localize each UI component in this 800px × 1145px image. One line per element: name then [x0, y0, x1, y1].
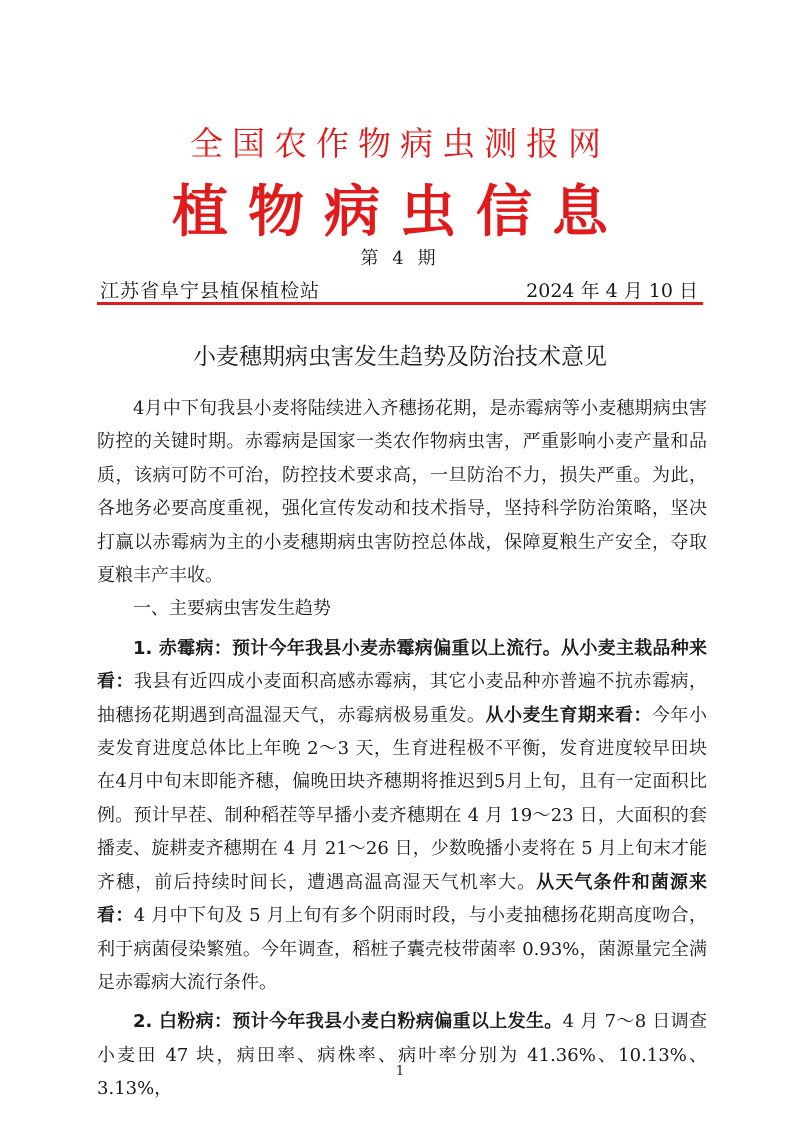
item-mildew-lead: 2. 白粉病：预计今年我县小麦白粉病偏重以上发生。: [133, 1011, 563, 1033]
item-scab-lead: 1. 赤霉病：预计今年我县小麦赤霉病偏重以上流行。从小麦主栽品种来看：: [97, 637, 707, 693]
red-header-rule: [97, 302, 703, 305]
issue-date: 2024 年 4 月 10 日: [526, 280, 698, 302]
publication-title: 植物病虫信息: [172, 180, 628, 245]
item-mildew-text: 4 月 7～8 日调查小麦田 47 块，病田率、病株率、病叶率分别为 41.36%、10.13%、3.13%，: [97, 1011, 707, 1100]
issuing-station: 江苏省阜宁县植保植检站: [100, 280, 321, 302]
section-heading: 一、主要病虫害发生趋势: [133, 598, 331, 620]
item-scab-variety-text: 我县有近四成小麦面积高感赤霉病，其它小麦品种亦普遍不抗赤霉病，抽穗扬花期遇到高温湿天气，赤霉病极易重发。: [97, 671, 707, 726]
document-title: 小麦穗期病虫害发生趋势及防治技术意见: [193, 344, 607, 370]
issuing-network: 全国农作物病虫测报网: [190, 124, 610, 163]
item-mildew-paragraph: [97, 1005, 707, 1105]
page-number: 1: [395, 1064, 405, 1079]
item-scab-weather-text: 4 月中下旬及 5 月上旬有多个阴雨时段，与小麦抽穗扬花期高度吻合，利于病菌侵染繁殖。今年调查，稻桩子囊壳枝带菌率 0.93%，菌源量完全满足赤霉病大流行条件。: [97, 905, 707, 993]
item-scab-growth-text: 今年小麦发育进度总体比上年晚 2～3 天，生育进程极不平衡，发育进度较早田块在4月中旬末即能齐穗，偏晚田块齐穗期将推迟到5月上旬，且有一定面积比例。预计早茬、制种稻茬等早播小麦齐穗期在 4 月 19～23 日，大面积的套播麦、旋耕麦齐穗期在 4 月 21～26 日，少数晚播小麦将在 5 月上旬末才能齐穗，前后持续时间长，遭遇高温高湿天气机率大。: [97, 704, 707, 893]
document-body: [97, 392, 707, 1106]
item-scab-weather-lead: 从天气条件和菌源来看：: [97, 871, 708, 927]
item-scab-growth-lead: 从小麦生育期来看：: [485, 704, 652, 726]
issue-number: 第 4 期: [360, 248, 440, 269]
item-scab-paragraph: [97, 632, 707, 999]
intro-paragraph: 4月中下旬我县小麦将陆续进入齐穗扬花期，是赤霉病等小麦穗期病虫害防控的关键时期。赤霉病是国家一类农作物病虫害，严重影响小麦产量和品质，该病可防不可治，防控技术要求高，一旦防治不力，损失严重。为此，各地务必要高度重视，强化宣传发动和技术指导，坚持科学防治策略，坚决打赢以赤霉病为主的小麦穗期病虫害防控总体战，保障夏粮生产安全，夺取夏粮丰产丰收。: [97, 398, 707, 587]
